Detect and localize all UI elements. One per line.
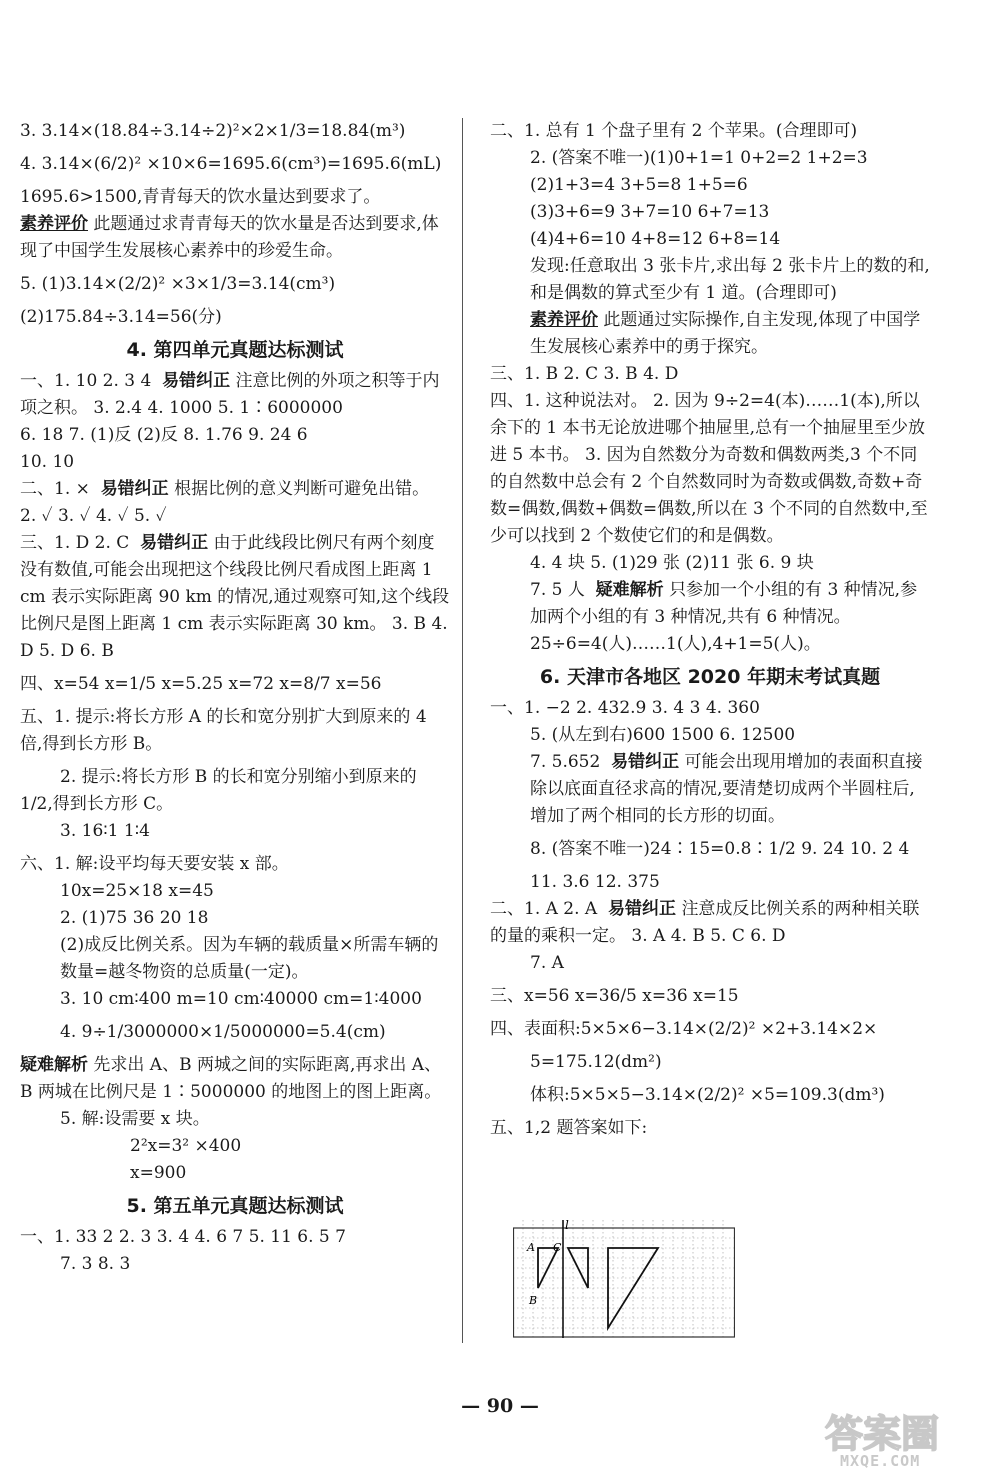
left-s4-q6d: (2)成反比例关系。因为车辆的载质量×所需车辆的数量=越冬物资的总质量(一定)。 [60,935,439,982]
left-s4-q6g: 5. 解:设需要 x 块。 [60,1109,210,1129]
right-s6-q1e: 11. 3.6 12. 375 [530,872,660,892]
right-s6-q1: 一、1. −2 2. 432.9 3. 4 3 4. 360 [490,698,760,718]
right-s6-q2b: 7. A [530,953,564,973]
right-line-2: 2. (答案不唯一)(1)0+1=1 0+2=2 1+2=3 [530,148,868,168]
left-s4-q1b: 6. 18 7. (1)反 (2)反 8. 1.76 9. 24 6 [20,425,308,445]
s4-q1-text: 注意比例的外项之积等于内项之积。 3. 2.4 4. 1000 5. 1∶6000000 [20,371,440,418]
right-s6-q1c [490,749,930,830]
s6-q2-text: 注意成反比例关系的两种相关联的量的乘积一定。 3. A 4. B 5. C 6. D [490,899,920,946]
error-tag: 易错纠正 [611,752,680,772]
left-s4-q2 [20,476,450,530]
analysis-text: 只参加一个小组的有 3 种情况,参加两个小组的有 3 种情况,共有 6 种情况。25÷6=4(人)……1(人),4+1=5(人)。 [530,580,918,654]
error-tag: 易错纠正 [140,533,209,553]
error-tag: 易错纠正 [608,899,677,919]
error-tag: 易错纠正 [162,371,231,391]
right-s6-q5: 五、1,2 题答案如下: [490,1118,648,1138]
right-line-1: 二、1. 总有 1 个盘子里有 2 个苹果。(合理即可) [490,121,858,141]
left-s4-q6c: 2. (1)75 36 20 18 [60,908,209,928]
left-s4-q1 [20,368,450,422]
label-a: A [527,1241,535,1254]
left-s4-q4: 四、x=54 x=1/5 x=5.25 x=72 x=8/7 x=56 [20,674,382,694]
right-line-5: (4)4+6=10 4+8=12 6+8=14 [530,229,781,249]
page-number: — 90 — [461,1395,539,1417]
left-line-5: 5. (1)3.14×(2/2)² ×3×1/3=3.14(cm³) [20,274,336,294]
grid-lines [513,1220,735,1338]
left-line-3: 1695.6>1500,青青每天的饮水量达到要求了。 [20,187,381,207]
right-s6-q1b: 5. (从左到右)600 1500 6. 12500 [530,725,796,745]
right-s6-q3: 三、x=56 x=36/5 x=36 x=15 [490,986,739,1006]
section-title-4: 4. 第四单元真题达标测试 [126,339,344,361]
svg-text:答案圈: 答案圈 [825,1412,940,1456]
right-column [490,118,930,1142]
assessment-tag: 素养评价 [20,214,88,234]
left-line-2: 4. 3.14×(6/2)² ×10×6=1695.6(cm³)=1695.6(mL) [20,154,442,174]
assessment-text: 此题通过实际操作,自主发现,体现了中国学生发展核心素养中的勇于探究。 [530,310,921,357]
watermark-url: MXQE.COM [840,1452,921,1470]
left-s4-q1c: 10. 10 [20,452,75,472]
s4-q1-answers: 一、1. 10 2. 3 4 [20,371,152,391]
label-l: l [565,1220,569,1232]
grid-figure [513,1220,735,1338]
right-s6-q1d: 8. (答案不唯一)24∶15=0.8∶1/2 9. 24 10. 2 4 [530,839,910,859]
left-s4-q5b: 2. 提示:将长方形 B 的长和宽分别缩小到原来的 [60,767,417,787]
right-s6-q2 [490,896,930,950]
s6-q1c-text: 可能会出现用增加的表面积直接除以底面直径求高的情况,要清楚切成两个半圆柱后,增加了两个相同的长方形的切面。 [530,752,923,826]
s4-q2-answers: 二、1. × [20,479,90,499]
right-s6-q4b: 5=175.12(dm²) [530,1052,662,1072]
right-q3: 三、1. B 2. C 3. B 4. D [490,364,679,384]
left-analysis [20,1052,450,1106]
right-q4b: 4. 4 块 5. (1)29 张 (2)11 张 6. 9 块 [530,553,814,573]
label-c: C [553,1241,562,1254]
grid-border [514,1228,735,1337]
left-line-6: (2)175.84÷3.14=56(分) [20,307,222,327]
s4-q2-text: 根据比例的意义判断可避免出错。 2. ✓ 3. ✓ 4. ✓ 5. ✓ [20,479,430,526]
left-s4-q5: 五、1. 提示:将长方形 A 的长和宽分别扩大到原来的 4 倍,得到长方形 B。 [20,707,427,754]
right-line-6: 发现:任意取出 3 张卡片,求出每 2 张卡片上的数的和,和是偶数的算式至少有 1 道。(合理即可) [530,256,930,303]
right-assessment [490,307,930,361]
left-column [20,118,450,1278]
left-s4-q6: 六、1. 解:设平均每天要安装 x 部。 [20,854,289,874]
left-s4-q6f: 4. 9÷1/3000000×1/5000000=5.4(cm) [60,1022,386,1042]
assessment-tag: 素养评价 [530,310,598,330]
analysis-text: 先求出 A、B 两城之间的实际距离,再求出 A、B 两城在比例尺是 1∶5000000 的地图上的图上距离。 [20,1055,442,1102]
section-title-5: 5. 第五单元真题达标测试 [126,1195,344,1217]
q4c-answer: 7. 5 人 [530,580,585,600]
right-q4c [490,577,930,658]
left-line-1: 3. 3.14×(18.84÷3.14÷2)²×2×1/3=18.84(m³) [20,121,406,141]
s6-q2-answers: 二、1. A 2. A [490,899,598,919]
right-s6-q4: 四、表面积:5×5×6−3.14×(2/2)² ×2+3.14×2× [490,1019,878,1039]
label-b: B [529,1294,538,1307]
s4-q3-answers: 三、1. D 2. C [20,533,130,553]
left-s4-q3 [20,530,450,665]
left-s5-q1b: 7. 3 8. 3 [60,1254,131,1274]
right-s6-q4c: 体积:5×5×5−3.14×(2/2)² ×5=109.3(dm³) [530,1085,885,1105]
left-s4-q5d: 3. 16∶1 1∶4 [60,821,150,841]
assessment-text: 此题通过求青青每天的饮水量是否达到要求,体现了中国学生发展核心素养中的珍爱生命。 [20,214,439,261]
analysis-tag: 疑难解析 [20,1055,88,1075]
s6-q1c-answer: 7. 5.652 [530,752,601,772]
left-s4-q6e: 3. 10 cm∶400 m=10 cm∶40000 cm=1∶4000 [60,989,422,1009]
left-s4-q6h: 2²x=3² ×400 [130,1136,242,1156]
right-line-4: (3)3+6=9 3+7=10 6+7=13 [530,202,770,222]
left-s4-q6i: x=900 [130,1163,187,1183]
right-q4: 四、1. 这种说法对。 2. 因为 9÷2=4(本)……1(本),所以余下的 1 本书无论放进哪个抽屉里,总有一个抽屉里至少放进 5 本书。 3. 因为自然数分为奇数和偶数两类,3 个不同的自然数中总会有 2 个自然数同时为奇数或偶数,奇数+奇数=偶数,偶数+偶数=偶数,所以在 3 个不同的自然数中,至少可以找到 2 个数使它们的和是偶数。 [490,391,928,546]
analysis-tag: 疑难解析 [595,580,664,600]
column-divider [462,118,463,1343]
s4-q3-text: 由于此线段比例尺有两个刻度没有数值,可能会出现把这个线段比例尺看成图上距离 1 cm 表示实际距离 90 km 的情况,通过观察可知,这个线段比例尺是图上距离 1 cm 表示实际距离 30 km。 3. B 4. D 5. D 6. B [20,533,450,661]
left-s5-q1: 一、1. 33 2 2. 3 3. 4 4. 6 7 5. 11 6. 5 7 [20,1227,346,1247]
left-s4-q6b: 10x=25×18 x=45 [60,881,214,901]
left-s4-q5c: 1/2,得到长方形 C。 [20,794,174,814]
left-assessment-1 [20,211,450,265]
section-title-6: 6. 天津市各地区 2020 年期末考试真题 [539,666,881,688]
right-line-3: (2)1+3=4 3+5=8 1+5=6 [530,175,748,195]
error-tag: 易错纠正 [100,479,169,499]
